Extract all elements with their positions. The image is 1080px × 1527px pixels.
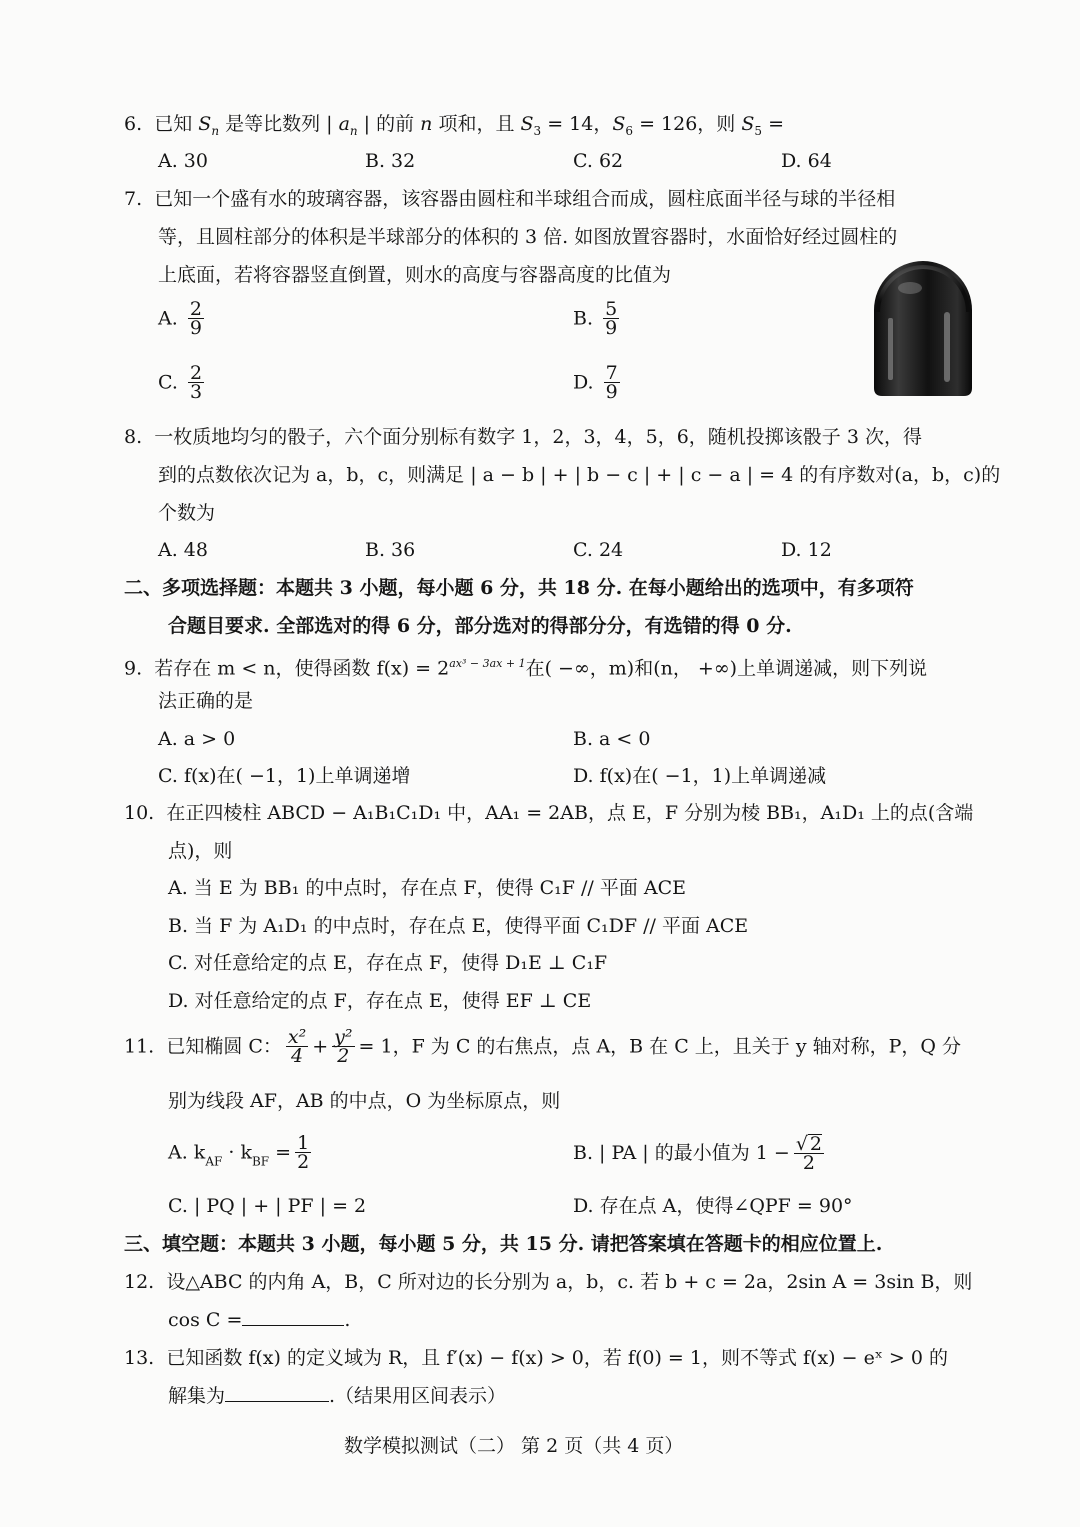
q9-option-c: C. f(x)在( −1，1)上单调递增 — [158, 765, 411, 787]
q6-option-c: C. 62 — [573, 150, 624, 172]
q6-option-b: B. 32 — [365, 150, 416, 172]
q10-option-c: C. 对任意给定的点 E，存在点 F，使得 D₁E ⊥ C₁F — [168, 952, 608, 974]
q8-line-2: 到的点数依次记为 a，b，c，则满足 | a − b | + | b − c | + | c − a | = 4 的有序数对(a，b，c)的 — [158, 464, 1001, 486]
q10-option-a: A. 当 E 为 BB₁ 的中点时，存在点 F，使得 C₁F // 平面 ACE — [168, 877, 687, 899]
q7-option-b: B. $\frac{5}{9}$ — [573, 298, 618, 339]
q8-option-b: B. 36 — [365, 539, 416, 561]
q7-line-3: 上底面，若将容器竖直倒置，则水的高度与容器高度的比值为 — [158, 264, 672, 286]
q8-option-a: A. 48 — [158, 539, 208, 561]
q9-option-b: B. a < 0 — [573, 728, 651, 750]
q6-option-d: D. 64 — [781, 150, 832, 172]
q9-line-2: 法正确的是 — [158, 690, 254, 712]
q9-line-1: 9. 若存在 m < n，使得函数 $f(x) = 2^{ax^3 - 3ax + 1}$在( −∞，m)和(n， +∞)上单调递减，则下列说 — [124, 657, 928, 680]
q12-line-1: 12. 设△ABC 的内角 A，B，C 所对边的长分别为 a，b，c. 若 b + c = 2a，2sin A = 3sin B，则 — [124, 1271, 973, 1293]
q7-line-2: 等，且圆柱部分的体积是半球部分的体积的 3 倍. 如图放置容器时，水面恰好经过圆柱的 — [158, 226, 898, 248]
q13-answer-blank[interactable] — [225, 1401, 329, 1402]
q7-option-d: D. $\frac{7}{9}$ — [573, 362, 618, 403]
q7-line-1: 7. 已知一个盛有水的玻璃容器，该容器由圆柱和半球组合而成，圆柱底面半径与球的半径相 — [124, 188, 896, 210]
q13-line-1: 13. 已知函数 f(x) 的定义域为 R，且 f′(x) − f(x) > 0，若 f(0) = 1，则不等式 f(x) − eˣ > 0 的 — [124, 1347, 949, 1369]
q6-option-a: A. 30 — [158, 150, 208, 172]
page-footer: 数学模拟测试（二） 第 2 页（共 4 页） — [344, 1435, 684, 1457]
q8-option-c: C. 24 — [573, 539, 624, 561]
q7-option-c: C. $\frac{2}{3}$ — [158, 362, 203, 403]
q9-option-a: A. a > 0 — [158, 728, 236, 750]
q11-option-d: D. 存在点 A，使得∠QPF = 90° — [573, 1195, 853, 1217]
q7-option-a: A. $\frac{2}{9}$ — [158, 298, 202, 339]
q11-option-b: B. | PA | 的最小值为 1 − $\frac{√ 2}{2}$ — [573, 1133, 823, 1174]
q12-line-2: cos C = . — [168, 1309, 351, 1331]
glass-container-figure — [872, 260, 974, 398]
q13-line-2: 解集为 .（结果用区间表示） — [168, 1385, 507, 1407]
q6-line: 6. 已知 $S_n$ 是等比数列 | $a_n$ | 的前 n 项和，且 $S_3 = 14$，$S_6 = 126$，则 $S_5$ = — [124, 113, 784, 138]
q12-answer-blank[interactable] — [242, 1325, 344, 1326]
section-3-heading: 三、填空题：本题共 3 小题，每小题 5 分，共 15 分. 请把答案填在答题卡的相应位置上. — [124, 1233, 883, 1255]
q11-option-a: A. $k_{AF} \cdot k_{BF}$ = $\frac{1}{2}$ — [168, 1132, 310, 1173]
sqrt-symbol: √ — [795, 1133, 808, 1155]
q8-line-3: 个数为 — [158, 502, 216, 524]
q11-line-2: 别为线段 AF，AB 的中点，O 为坐标原点，则 — [168, 1090, 561, 1112]
q11-line-1: 11. 已知椭圆 C： $\frac{\text{x²}}{4}$ + $\frac{\text{y²}}{2}$ = 1，F 为 C 的右焦点，点 A，B 在 C 上，且关于 y 轴对称，P，Q 分 — [124, 1026, 961, 1067]
q10-option-b: B. 当 F 为 A₁D₁ 的中点时，存在点 E，使得平面 C₁DF // 平面 ACE — [168, 915, 749, 937]
section-2-heading-line-2: 合题目要求. 全部选对的得 6 分，部分选对的得部分分，有选错的得 0 分. — [168, 615, 792, 637]
q8-line-1: 8. 一枚质地均匀的骰子，六个面分别标有数字 1，2，3，4，5，6，随机投掷该骰子 3 次，得 — [124, 426, 922, 448]
q10-line-2: 点)，则 — [168, 840, 233, 862]
q10-option-d: D. 对任意给定的点 F，存在点 E，使得 EF ⊥ CE — [168, 990, 592, 1012]
q9-option-d: D. f(x)在( −1，1)上单调递减 — [573, 765, 827, 787]
q11-option-c: C. | PQ | + | PF | = 2 — [168, 1195, 367, 1217]
section-2-heading: 二、多项选择题：本题共 3 小题，每小题 6 分，共 18 分. 在每小题给出的选项中，有多项符 — [124, 577, 914, 599]
q10-line-1: 10. 在正四棱柱 ABCD − A₁B₁C₁D₁ 中，AA₁ = 2AB，点 E，F 分别为棱 BB₁，A₁D₁ 上的点(含端 — [124, 802, 974, 824]
q8-option-d: D. 12 — [781, 539, 832, 561]
